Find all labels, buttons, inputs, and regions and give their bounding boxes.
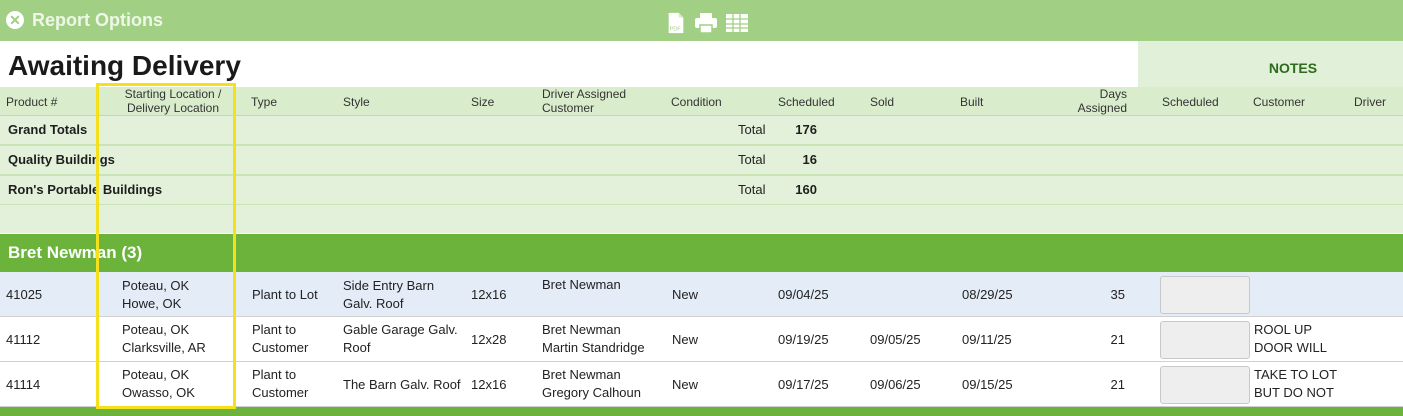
cell-start-location: Poteau, OK: [122, 278, 190, 293]
customer-note-line2: BUT DO NOT: [1254, 385, 1334, 400]
col-location-line2: Delivery Location: [126, 101, 220, 115]
cell-customer: Martin Standridge: [542, 340, 645, 355]
cell-sold: 09/05/25: [870, 332, 921, 347]
cell-scheduled: 09/04/25: [778, 287, 829, 302]
pdf-icon[interactable]: [666, 12, 686, 34]
cell-type-line1: Plant to: [252, 367, 297, 382]
cell-size: 12x16: [471, 287, 507, 302]
col-days-line2: Assigned: [1077, 101, 1127, 115]
totals-name: Quality Buildings: [8, 152, 115, 167]
cell-style-line1: Gable Garage Galv.: [343, 322, 458, 337]
customer-note-line1: TAKE TO LOT: [1254, 367, 1338, 382]
col-notes-customer[interactable]: Customer: [1253, 95, 1306, 109]
close-circle-icon[interactable]: ✕: [6, 11, 24, 29]
col-built[interactable]: Built: [960, 95, 984, 109]
cell-condition: New: [672, 287, 699, 302]
cell-type: [252, 321, 308, 357]
cell-size: 12x16: [471, 377, 507, 392]
totals-value: 176: [795, 122, 817, 137]
col-notes-driver[interactable]: Driver: [1354, 95, 1386, 109]
cell-days: 21: [1110, 332, 1125, 347]
cell-style: The Barn Galv. Roof: [343, 377, 461, 392]
col-days-line1: Days: [1099, 87, 1127, 101]
col-sold[interactable]: Sold: [870, 95, 895, 109]
location-column-highlight: [96, 83, 236, 409]
cell-type-line2: Customer: [252, 385, 309, 400]
cell-size: 12x28: [471, 332, 507, 347]
cell-style: [343, 277, 434, 313]
cell-built: 09/11/25: [962, 332, 1012, 347]
schedule-note-input[interactable]: [1160, 276, 1250, 314]
cell-condition: New: [672, 332, 699, 347]
cell-driver-customer: [542, 366, 641, 402]
col-type[interactable]: Type: [251, 95, 278, 109]
cell-type: Plant to Lot: [252, 287, 318, 302]
col-location-line1: Starting Location /: [124, 87, 222, 101]
spreadsheet-icon[interactable]: [725, 12, 749, 34]
col-condition[interactable]: Condition: [671, 95, 722, 109]
cell-scheduled: 09/17/25: [778, 377, 829, 392]
totals-value: 160: [795, 182, 817, 197]
cell-built: 09/15/25: [962, 377, 1013, 392]
col-driver-customer[interactable]: [542, 87, 626, 115]
cell-start-location: Poteau, OK: [122, 367, 190, 382]
page-title: Awaiting Delivery: [8, 50, 241, 81]
col-driver-line2: Customer: [542, 101, 595, 115]
cell-customer: Gregory Calhoun: [542, 385, 641, 400]
cell-driver-customer: [542, 321, 645, 357]
schedule-note-input[interactable]: [1160, 366, 1250, 404]
totals-label: Total: [738, 182, 766, 197]
cell-built: 08/29/25: [962, 287, 1013, 302]
col-scheduled[interactable]: Scheduled: [778, 95, 835, 109]
col-days-assigned[interactable]: [1050, 87, 1127, 115]
cell-days: 21: [1110, 377, 1125, 392]
cell-start-location: Poteau, OK: [122, 322, 190, 337]
cell-customer-note: [1254, 366, 1337, 402]
cell-driver: Bret Newman: [542, 277, 621, 292]
totals-value: 16: [802, 152, 817, 167]
schedule-note-input[interactable]: [1160, 321, 1250, 359]
cell-driver: Bret Newman: [542, 367, 621, 382]
col-product[interactable]: Product #: [6, 95, 58, 109]
totals-name: Ron's Portable Buildings: [8, 182, 163, 197]
col-notes-scheduled[interactable]: Scheduled: [1162, 95, 1219, 109]
col-style[interactable]: Style: [343, 95, 370, 109]
cell-style-line2: Roof: [343, 340, 371, 355]
pdf-icon-text: PDF: [669, 26, 681, 33]
cell-style-line2: Galv. Roof: [343, 296, 404, 311]
cell-product: 41112: [6, 332, 41, 347]
cell-product: 41114: [6, 377, 41, 392]
cell-delivery-location: Clarksville, AR: [122, 340, 206, 355]
col-driver-line1: Driver Assigned: [542, 87, 627, 101]
cell-style: [343, 321, 458, 357]
cell-delivery-location: Howe, OK: [122, 296, 182, 311]
totals-label: Total: [738, 152, 766, 167]
cell-sold: 09/06/25: [870, 377, 921, 392]
cell-delivery-location: Owasso, OK: [122, 385, 195, 400]
cell-type-line1: Plant to: [252, 322, 297, 337]
cell-type-line2: Customer: [252, 340, 309, 355]
cell-type: [252, 366, 308, 402]
cell-driver: Bret Newman: [542, 322, 621, 337]
customer-note-line2: DOOR WILL: [1254, 340, 1327, 355]
col-size[interactable]: Size: [471, 95, 495, 109]
cell-style-line1: Side Entry Barn: [343, 278, 435, 293]
cell-scheduled: 09/19/25: [778, 332, 829, 347]
print-icon[interactable]: [694, 12, 718, 34]
cell-condition: New: [672, 377, 699, 392]
report-options-button[interactable]: Report Options: [32, 10, 163, 30]
cell-product: 41025: [6, 287, 43, 302]
totals-label: Total: [738, 122, 766, 137]
group-label: Bret Newman (3): [8, 243, 143, 262]
notes-label: NOTES: [1268, 60, 1318, 76]
cell-days: 35: [1110, 287, 1125, 302]
totals-name: Grand Totals: [8, 122, 88, 137]
customer-note-line1: ROOL UP: [1254, 322, 1313, 337]
cell-customer-note: [1254, 321, 1327, 357]
